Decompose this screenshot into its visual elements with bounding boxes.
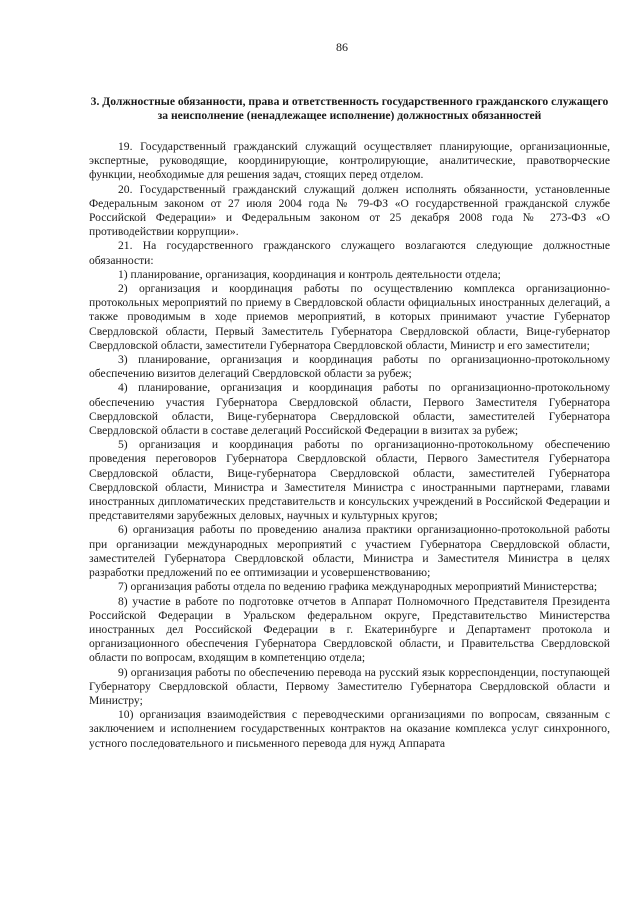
paragraph-19: 19. Государственный гражданский служащий осуществляет планирующие, организационные, экспертные, руководящие, координирующие, контролирующие, аналитические, правотворческие функции, необходимые для решения задач, стоящих перед отделом. — [89, 140, 610, 182]
paragraph-20: 20. Государственный гражданский служащий должен исполнять обязанности, установленные Федеральным законом от 27 июля 2004 года № 79-ФЗ «О государственной гражданской службе Российской Федерации» и Федеральным законом от 25 декабря 2008 года № 273-ФЗ «О противодействии коррупции». — [89, 182, 610, 239]
list-item-6: 6) организация работы по проведению анализа практики организационно-протокольной работы при организации международных мероприятий с участием Губернатора Свердловской области, заместителей Губернатора Свердловской области, Министра и Заместителя Министра в целях разработки предложений по ее оптимизации и усовершенствованию; — [89, 523, 610, 580]
list-item-9: 9) организация работы по обеспечению перевода на русский язык корреспонденции, поступающей Губернатору Свердловской области, Первому Заместителю Губернатора Свердловской области и Министру; — [89, 665, 610, 707]
page-number: 86 — [336, 40, 348, 54]
list-item-3: 3) планирование, организация и координация работы по организационно-протокольному обеспечению визитов делегаций Свердловской области за рубеж; — [89, 353, 610, 381]
list-item-10: 10) организация взаимодействия с переводческими организациями по вопросам, связанным с заключением и исполнением государственных контрактов на оказание комплекса услуг синхронного, устного последовательного и письменного перевода для нужд Аппарата — [89, 708, 610, 750]
list-item-8: 8) участие в работе по подготовке отчетов в Аппарат Полномочного Представителя Президента Российской Федерации в Уральском федеральном округе, Представительство Министерства иностранных дел Российской Федерации в г. Екатеринбурге и Департамент протокола и организационного обеспечения Губернатора Свердловской области, и Правительства Свердловской области по вопросам, входящим в компетенцию отдела; — [89, 594, 610, 665]
list-item-2: 2) организация и координация работы по осуществлению комплекса организационно-протокольных мероприятий по приему в Свердловской области официальных иностранных делегаций, а также проводимым в ходе приемов мероприятий, в которых принимают участие Губернатор Свердловской области, Первый Заместитель Губернатора Свердловской области, Вице-губернатор Свердловской области, заместители Губернатора Свердловской области, Министр и его заместители; — [89, 282, 610, 352]
list-item-1: 1) планирование, организация, координация и контроль деятельности отдела; — [118, 267, 501, 281]
list-item-4: 4) планирование, организация и координация работы по организационно-протокольному обеспечению участия Губернатора Свердловской области, Первого Заместителя Губернатора Свердловской области, Вице-губернатора Свердловской области, заместителей Губернатора Свердловской области в составе делегаций Российской Федерации в визитах за рубеж; — [89, 381, 610, 438]
paragraph-21: 21. На государственного гражданского служащего возлагаются следующие должностные обязанности: — [89, 239, 610, 267]
body-text — [89, 140, 610, 751]
list-item-7: 7) организация работы отдела по ведению графика международных мероприятий Министерства; — [118, 580, 598, 594]
list-item-5: 5) организация и координация работы по организационно-протокольному обеспечению проведения переговоров Губернатора Свердловской области, Первого Заместителя Губернатора Свердловской области, Вице-губернатора Свердловской области, заместителей Губернатора Свердловской области, Министра и Заместителя Министра с иностранными партнерами, главами иностранных дипломатических представительств и консульских учреждений в Российской Федерации и представителями зарубежных деловых, научных и культурных кругов; — [89, 438, 610, 523]
section-title: 3. Должностные обязанности, права и ответственность государственного гражданского служащего за неисполнение (ненадлежащее исполнение) должностных обязанностей — [90, 95, 609, 122]
